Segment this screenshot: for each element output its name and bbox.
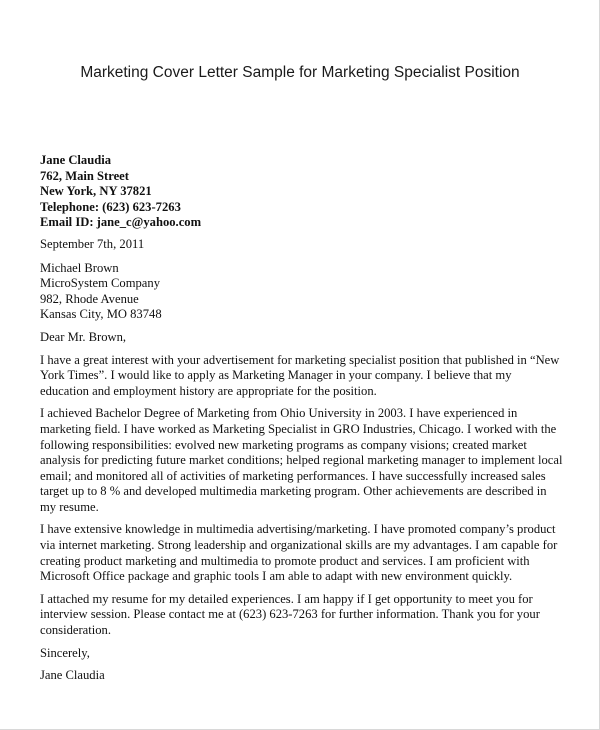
paragraph-line: consideration. bbox=[40, 623, 111, 638]
paragraph-skills bbox=[40, 522, 560, 584]
sender-street: 762, Main Street bbox=[40, 168, 129, 183]
recipient-company: MicroSystem Company bbox=[40, 276, 160, 291]
signature-name: Jane Claudia bbox=[40, 668, 105, 683]
paragraph-line: target up to 8 % and developed multimedia marketing program. Other achievements are described in bbox=[40, 484, 547, 499]
document-title: Marketing Cover Letter Sample for Marketing Specialist Position bbox=[80, 64, 520, 81]
paragraph-line: I have a great interest with your advertisement for marketing specialist position that published in “New bbox=[40, 352, 560, 367]
paragraph-line: creating product marketing and multimedia to promote product and services. I am proficient with bbox=[40, 553, 530, 568]
recipient-name: Michael Brown bbox=[40, 260, 119, 275]
paragraph-line: I attached my resume for my detailed experiences. I am happy if I get opportunity to meet you for bbox=[40, 591, 533, 606]
paragraph-line: Microsoft Office package and graphic tools I am able to adapt with new environment quickly. bbox=[40, 569, 513, 584]
recipient-street: 982, Rhode Avenue bbox=[40, 291, 139, 306]
paragraph-line: marketing field. I have worked as Marketing Specialist in GRO Industries, Chicago. I worked with the bbox=[40, 421, 557, 436]
paragraph-line: my resume. bbox=[40, 499, 99, 514]
sender-address-block bbox=[40, 153, 560, 231]
paragraph-line: via internet marketing. Strong leadership and organizational skills are my advantages. I am capable for bbox=[40, 538, 558, 553]
paragraph-line: interview session. Please contact me at (623) 623-7263 for further information. Thank you for your bbox=[40, 607, 540, 622]
paragraph-line: education and employment history are appropriate for the position. bbox=[40, 383, 377, 398]
salutation: Dear Mr. Brown, bbox=[40, 329, 127, 344]
sender-city: New York, NY 37821 bbox=[40, 184, 152, 199]
paragraph-line: York Times”. I would like to apply as Marketing Manager in your company. I believe that my bbox=[40, 368, 512, 383]
recipient-address-block bbox=[40, 261, 560, 323]
sender-name: Jane Claudia bbox=[40, 153, 112, 167]
letter-body bbox=[40, 153, 563, 684]
paragraph-closing bbox=[40, 592, 560, 639]
paragraph-line: I have extensive knowledge in multimedia advertising/marketing. I have promoted company’s product bbox=[40, 522, 556, 537]
paragraph-experience bbox=[40, 406, 563, 515]
paragraph-line: I achieved Bachelor Degree of Marketing from Ohio University in 2003. I have experienced in bbox=[40, 406, 518, 421]
letter-date: September 7th, 2011 bbox=[40, 236, 145, 251]
paragraph-line: email; and monitored all of activities of marketing performances. I have successfully increased sales bbox=[40, 468, 546, 483]
paragraph-line: analysis for predicting future market conditions; helped regional marketing manager to implement local bbox=[40, 453, 563, 468]
paragraph-line: following responsibilities: evolved new marketing programs as company visions; created market bbox=[40, 437, 527, 452]
sender-telephone: Telephone: (623) 623-7263 bbox=[40, 199, 181, 214]
recipient-city: Kansas City, MO 83748 bbox=[40, 307, 162, 322]
sender-email: Email ID: jane_c@yahoo.com bbox=[40, 215, 202, 230]
complimentary-close: Sincerely, bbox=[40, 645, 90, 660]
paragraph-interest bbox=[40, 353, 560, 400]
